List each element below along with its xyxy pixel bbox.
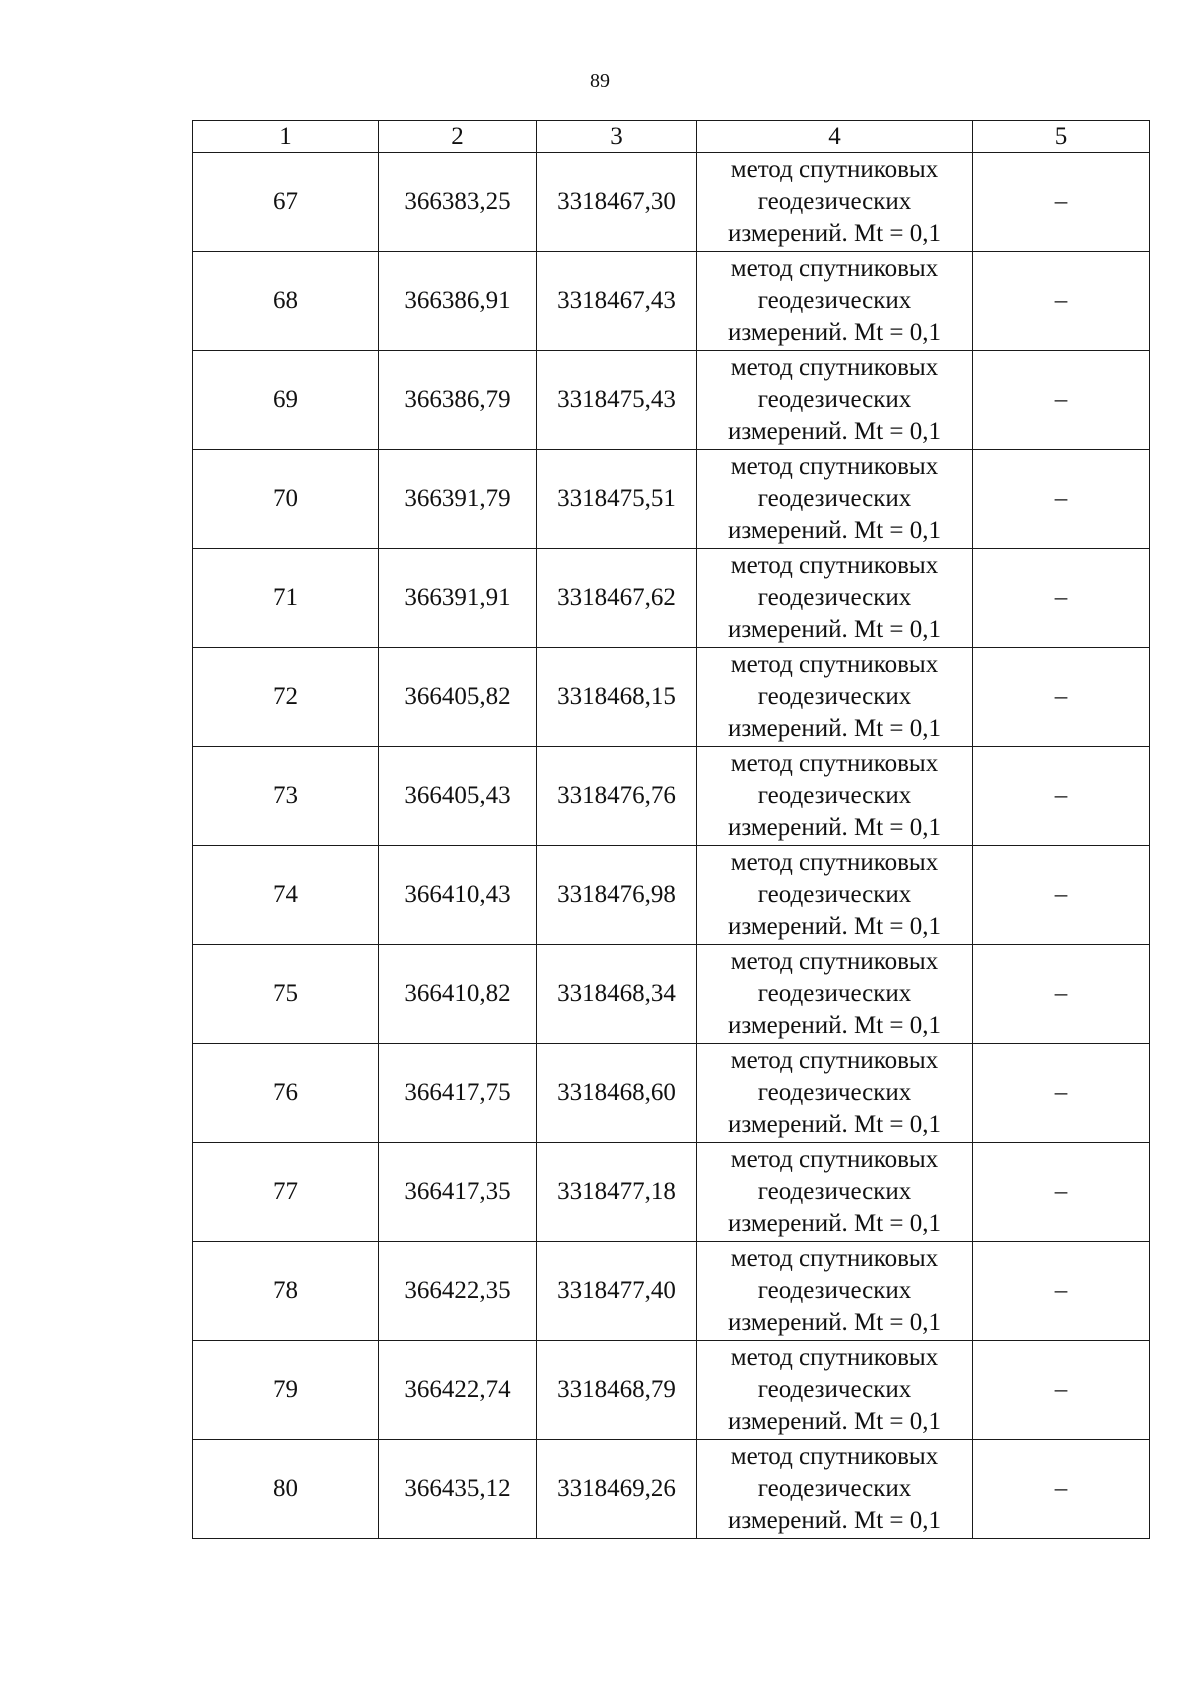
y-coordinate-cell: 3318475,43 xyxy=(537,351,697,450)
y-coordinate-cell: 3318468,79 xyxy=(537,1341,697,1440)
method-line: геодезических xyxy=(757,782,912,809)
table-row xyxy=(193,945,1150,1044)
y-coordinate-cell: 3318467,43 xyxy=(537,252,697,351)
method-line: измерений. Mt = 0,1 xyxy=(727,517,942,544)
y-coordinate-cell: 3318476,76 xyxy=(537,747,697,846)
method-line: геодезических xyxy=(757,485,912,512)
note-cell: – xyxy=(973,648,1150,747)
header-col-3: 3 xyxy=(537,121,697,153)
method-line: измерений. Mt = 0,1 xyxy=(727,616,942,643)
method-line: геодезических xyxy=(757,881,912,908)
note-cell: – xyxy=(973,945,1150,1044)
method-line: геодезических xyxy=(757,1178,912,1205)
method-line: измерений. Mt = 0,1 xyxy=(727,1012,942,1039)
note-cell: – xyxy=(973,1440,1150,1539)
header-row xyxy=(193,121,1150,153)
x-coordinate-cell: 366410,82 xyxy=(379,945,537,1044)
point-number-cell: 79 xyxy=(193,1341,379,1440)
page-number: 89 xyxy=(590,70,610,92)
y-coordinate-cell: 3318477,40 xyxy=(537,1242,697,1341)
method-line: измерений. Mt = 0,1 xyxy=(727,1210,942,1237)
method-line: метод спутниковых xyxy=(730,255,939,282)
y-coordinate-cell: 3318475,51 xyxy=(537,450,697,549)
method-line: метод спутниковых xyxy=(730,1146,939,1173)
note-cell: – xyxy=(973,846,1150,945)
y-coordinate-cell: 3318467,62 xyxy=(537,549,697,648)
y-coordinate-cell: 3318468,60 xyxy=(537,1044,697,1143)
point-number-cell: 69 xyxy=(193,351,379,450)
method-line: метод спутниковых xyxy=(730,354,939,381)
x-coordinate-cell: 366417,75 xyxy=(379,1044,537,1143)
method-line: измерений. Mt = 0,1 xyxy=(727,1111,942,1138)
method-cell xyxy=(697,1143,973,1242)
x-coordinate-cell: 366422,35 xyxy=(379,1242,537,1341)
point-number-cell: 68 xyxy=(193,252,379,351)
x-coordinate-cell: 366417,35 xyxy=(379,1143,537,1242)
table-row xyxy=(193,252,1150,351)
method-line: геодезических xyxy=(757,1277,912,1304)
header-col-1: 1 xyxy=(193,121,379,153)
method-cell xyxy=(697,153,973,252)
method-line: геодезических xyxy=(757,386,912,413)
method-cell xyxy=(697,450,973,549)
point-number-cell: 70 xyxy=(193,450,379,549)
note-cell: – xyxy=(973,450,1150,549)
method-cell xyxy=(697,1242,973,1341)
point-number-cell: 76 xyxy=(193,1044,379,1143)
method-line: измерений. Mt = 0,1 xyxy=(727,220,942,247)
method-line: метод спутниковых xyxy=(730,1047,939,1074)
point-number-cell: 71 xyxy=(193,549,379,648)
method-line: метод спутниковых xyxy=(730,552,939,579)
table-row xyxy=(193,153,1150,252)
note-cell: – xyxy=(973,351,1150,450)
method-line: геодезических xyxy=(757,1079,912,1106)
method-line: геодезических xyxy=(757,287,912,314)
method-line: измерений. Mt = 0,1 xyxy=(727,1507,942,1534)
table-row xyxy=(193,351,1150,450)
y-coordinate-cell: 3318467,30 xyxy=(537,153,697,252)
method-line: геодезических xyxy=(757,1475,912,1502)
note-cell: – xyxy=(973,153,1150,252)
method-cell xyxy=(697,945,973,1044)
table-row xyxy=(193,846,1150,945)
table-row xyxy=(193,549,1150,648)
note-cell: – xyxy=(973,1143,1150,1242)
x-coordinate-cell: 366383,25 xyxy=(379,153,537,252)
table-row xyxy=(193,747,1150,846)
x-coordinate-cell: 366386,91 xyxy=(379,252,537,351)
note-cell: – xyxy=(973,1242,1150,1341)
method-cell xyxy=(697,252,973,351)
point-number-cell: 75 xyxy=(193,945,379,1044)
header-col-2: 2 xyxy=(379,121,537,153)
method-line: геодезических xyxy=(757,188,912,215)
y-coordinate-cell: 3318469,26 xyxy=(537,1440,697,1539)
method-line: геодезических xyxy=(757,584,912,611)
header-col-4: 4 xyxy=(697,121,973,153)
method-line: измерений. Mt = 0,1 xyxy=(727,418,942,445)
method-line: геодезических xyxy=(757,980,912,1007)
method-line: метод спутниковых xyxy=(730,156,939,183)
note-cell: – xyxy=(973,1044,1150,1143)
coordinates-table xyxy=(192,120,1150,1539)
note-cell: – xyxy=(973,252,1150,351)
method-line: измерений. Mt = 0,1 xyxy=(727,1408,942,1435)
table-row xyxy=(193,648,1150,747)
note-cell: – xyxy=(973,1341,1150,1440)
table-header xyxy=(193,121,1150,153)
method-line: метод спутниковых xyxy=(730,1344,939,1371)
table-row xyxy=(193,1044,1150,1143)
method-line: измерений. Mt = 0,1 xyxy=(727,814,942,841)
method-cell xyxy=(697,351,973,450)
point-number-cell: 73 xyxy=(193,747,379,846)
method-line: метод спутниковых xyxy=(730,1443,939,1470)
y-coordinate-cell: 3318477,18 xyxy=(537,1143,697,1242)
table-row xyxy=(193,450,1150,549)
point-number-cell: 74 xyxy=(193,846,379,945)
table-row xyxy=(193,1242,1150,1341)
method-line: метод спутниковых xyxy=(730,453,939,480)
method-line: метод спутниковых xyxy=(730,1245,939,1272)
method-line: геодезических xyxy=(757,683,912,710)
method-cell xyxy=(697,1341,973,1440)
point-number-cell: 77 xyxy=(193,1143,379,1242)
method-cell xyxy=(697,648,973,747)
table-row xyxy=(193,1440,1150,1539)
method-cell xyxy=(697,1044,973,1143)
x-coordinate-cell: 366391,91 xyxy=(379,549,537,648)
method-cell xyxy=(697,846,973,945)
note-cell: – xyxy=(973,549,1150,648)
x-coordinate-cell: 366386,79 xyxy=(379,351,537,450)
method-cell xyxy=(697,1440,973,1539)
x-coordinate-cell: 366435,12 xyxy=(379,1440,537,1539)
header-col-5: 5 xyxy=(973,121,1150,153)
y-coordinate-cell: 3318468,15 xyxy=(537,648,697,747)
x-coordinate-cell: 366405,43 xyxy=(379,747,537,846)
x-coordinate-cell: 366405,82 xyxy=(379,648,537,747)
point-number-cell: 80 xyxy=(193,1440,379,1539)
x-coordinate-cell: 366391,79 xyxy=(379,450,537,549)
table-body xyxy=(193,153,1150,1539)
method-line: измерений. Mt = 0,1 xyxy=(727,1309,942,1336)
method-cell xyxy=(697,549,973,648)
x-coordinate-cell: 366410,43 xyxy=(379,846,537,945)
x-coordinate-cell: 366422,74 xyxy=(379,1341,537,1440)
method-cell xyxy=(697,747,973,846)
method-line: измерений. Mt = 0,1 xyxy=(727,319,942,346)
method-line: геодезических xyxy=(757,1376,912,1403)
y-coordinate-cell: 3318476,98 xyxy=(537,846,697,945)
method-line: измерений. Mt = 0,1 xyxy=(727,715,942,742)
point-number-cell: 72 xyxy=(193,648,379,747)
table-row xyxy=(193,1143,1150,1242)
note-cell: – xyxy=(973,747,1150,846)
method-line: метод спутниковых xyxy=(730,849,939,876)
y-coordinate-cell: 3318468,34 xyxy=(537,945,697,1044)
method-line: метод спутниковых xyxy=(730,651,939,678)
method-line: метод спутниковых xyxy=(730,750,939,777)
method-line: измерений. Mt = 0,1 xyxy=(727,913,942,940)
table-row xyxy=(193,1341,1150,1440)
point-number-cell: 78 xyxy=(193,1242,379,1341)
point-number-cell: 67 xyxy=(193,153,379,252)
method-line: метод спутниковых xyxy=(730,948,939,975)
